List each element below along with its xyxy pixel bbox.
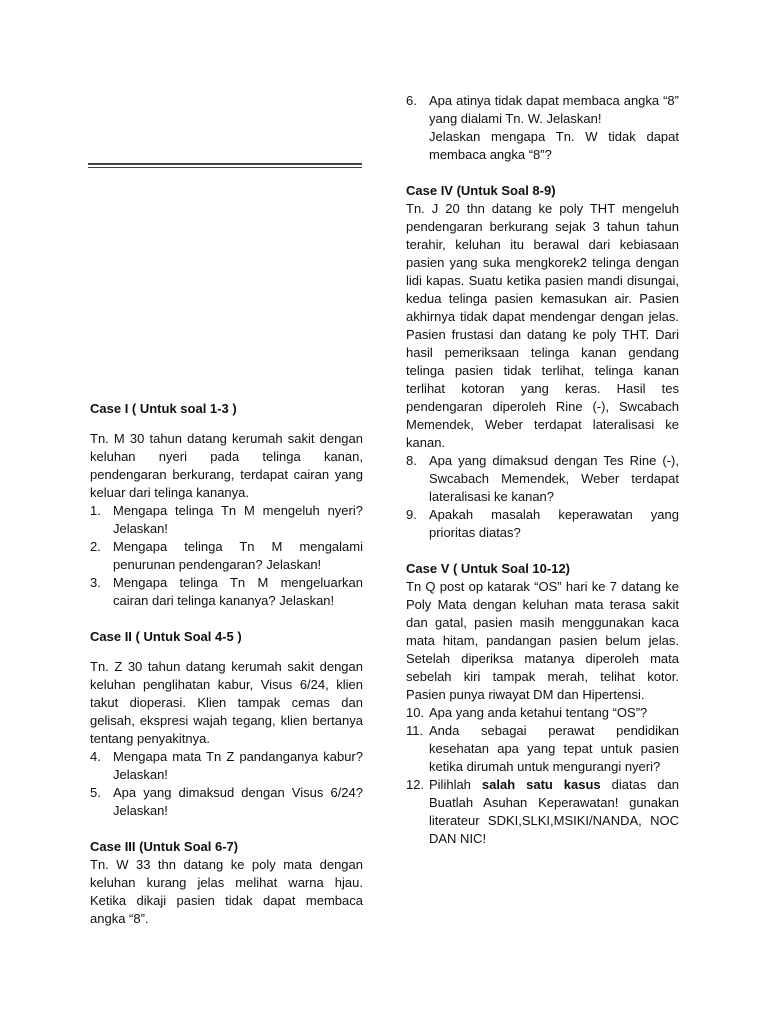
case5-questions bbox=[406, 704, 679, 848]
question-text: Apa yang anda ketahui tentang “OS”? bbox=[429, 705, 648, 720]
question-2 bbox=[90, 538, 363, 574]
question-10 bbox=[406, 704, 679, 722]
question-9 bbox=[406, 506, 679, 542]
case1-questions bbox=[90, 502, 363, 610]
question-number: 12. bbox=[406, 777, 425, 792]
question-3 bbox=[90, 574, 363, 610]
question-number: 5. bbox=[90, 785, 101, 800]
question-6 bbox=[406, 92, 679, 164]
question-4 bbox=[90, 748, 363, 784]
question-text: Apa atinya tidak dapat membaca angka “8” yang dialami Tn. W. Jelaskan! bbox=[429, 93, 679, 126]
question-text bbox=[429, 776, 679, 848]
case3-questions bbox=[406, 92, 679, 164]
question-11 bbox=[406, 722, 679, 776]
question-text: Apa yang dimaksud dengan Tes Rine (-), Swcabach Memendek, Weber terdapat lateralisasi ke kanan? bbox=[429, 453, 679, 504]
case3-heading: Case III (Untuk Soal 6-7) bbox=[90, 839, 239, 854]
question-text: Anda sebagai perawat pendidikan kesehatan apa yang tepat untuk pasien ketika dirumah untuk mengurangi nyeri? bbox=[429, 723, 679, 774]
header-rule bbox=[88, 163, 362, 168]
question-5 bbox=[90, 784, 363, 820]
case1-body: Tn. M 30 tahun datang kerumah sakit dengan keluhan nyeri pada telinga kanan, pendengaran berkurang, terdapat cairan yang keluar dari telinga kananya. bbox=[90, 431, 363, 500]
question-text: Mengapa telinga Tn M mengeluarkan cairan dari telinga kananya? Jelaskan! bbox=[113, 575, 363, 608]
case3-body: Tn. W 33 thn datang ke poly mata dengan keluhan kurang jelas melihat warna hjau. Ketika dikaji pasien tidak dapat membaca angka “8”. bbox=[90, 857, 363, 926]
question-text: Apakah masalah keperawatan yang prioritas diatas? bbox=[429, 507, 679, 540]
question-number: 10. bbox=[406, 705, 425, 720]
case4-body: Tn. J 20 thn datang ke poly THT mengeluh pendengaran berkurang sejak 3 tahun tahun terahir, keluhan itu berawal dari kebiasaan pasien yang suka mengkorek2 telinga dengan lidi kapas. Suatu ketika pasien mandi disungai, kedua telinga pasien kemasukan air. Pasien akhirnya tidak dapat mendengar dengan jelas. Pasien frustasi dan datang ke poly THT. Dari hasil pemeriksaan telinga kanan gendang telinga pasien tidak terlihat, telinga kanan terlihat kotoran yang keras. Hasil tes pendengaran diperoleh Rine (-), Swcabach Memendek, Weber terdapat lateralisasi ke kanan. bbox=[406, 201, 679, 450]
question-number: 6. bbox=[406, 93, 417, 108]
case4-questions bbox=[406, 452, 679, 542]
question-text: Apa yang dimaksud dengan Visus 6/24? Jelaskan! bbox=[113, 785, 363, 818]
case5-heading: Case V ( Untuk Soal 10-12) bbox=[406, 561, 570, 576]
question-number: 11. bbox=[406, 723, 424, 738]
question-number: 4. bbox=[90, 749, 101, 764]
case2-heading: Case II ( Untuk Soal 4-5 ) bbox=[90, 629, 242, 644]
q12-post: diatas dan Buatlah Asuhan Keperawatan! gunakan literateur SDKI,SLKI,MSIKI/NANDA, NOC DAN NIC! bbox=[429, 777, 679, 846]
question-number: 1. bbox=[90, 503, 101, 518]
question-12 bbox=[406, 776, 679, 848]
question-number: 2. bbox=[90, 539, 101, 554]
q12-pre: Pilihlah bbox=[429, 777, 482, 792]
question-8 bbox=[406, 452, 679, 506]
right-column bbox=[406, 92, 679, 848]
question-number: 9. bbox=[406, 507, 417, 522]
question-1 bbox=[90, 502, 363, 538]
case2-body: Tn. Z 30 tahun datang kerumah sakit dengan keluhan penglihatan kabur, Visus 6/24, klien takut dioperasi. Klien tampak cemas dan gelisah, ekspresi wajah tegang, klien bertanya tentang penyakitnya. bbox=[90, 659, 363, 746]
case2-questions bbox=[90, 748, 363, 820]
question-number: 3. bbox=[90, 575, 101, 590]
case1-heading: Case I ( Untuk soal 1-3 ) bbox=[90, 401, 237, 416]
q12-bold: salah satu kasus bbox=[481, 777, 601, 792]
question-text: Mengapa telinga Tn M mengeluh nyeri? Jelaskan! bbox=[113, 503, 363, 536]
left-column bbox=[90, 400, 363, 928]
question-text: Mengapa mata Tn Z pandanganya kabur? Jelaskan! bbox=[113, 749, 363, 782]
question-text-2: Jelaskan mengapa Tn. W tidak dapat membaca angka “8”? bbox=[429, 129, 679, 162]
question-text: Mengapa telinga Tn M mengalami penurunan pendengaran? Jelaskan! bbox=[113, 539, 363, 572]
question-number: 8. bbox=[406, 453, 417, 468]
case5-body: Tn Q post op katarak “OS” hari ke 7 datang ke Poly Mata dengan keluhan mata terasa sakit dan gatal, pasien masih menggunakan kaca mata hitam, pandangan pasien belum jelas. Setelah diperiksa matanya diperoleh mata sebelah kiri tampak merah, telihat kotor. Pasien punya riwayat DM dan Hipertensi. bbox=[406, 579, 679, 702]
case4-heading: Case IV (Untuk Soal 8-9) bbox=[406, 183, 556, 198]
